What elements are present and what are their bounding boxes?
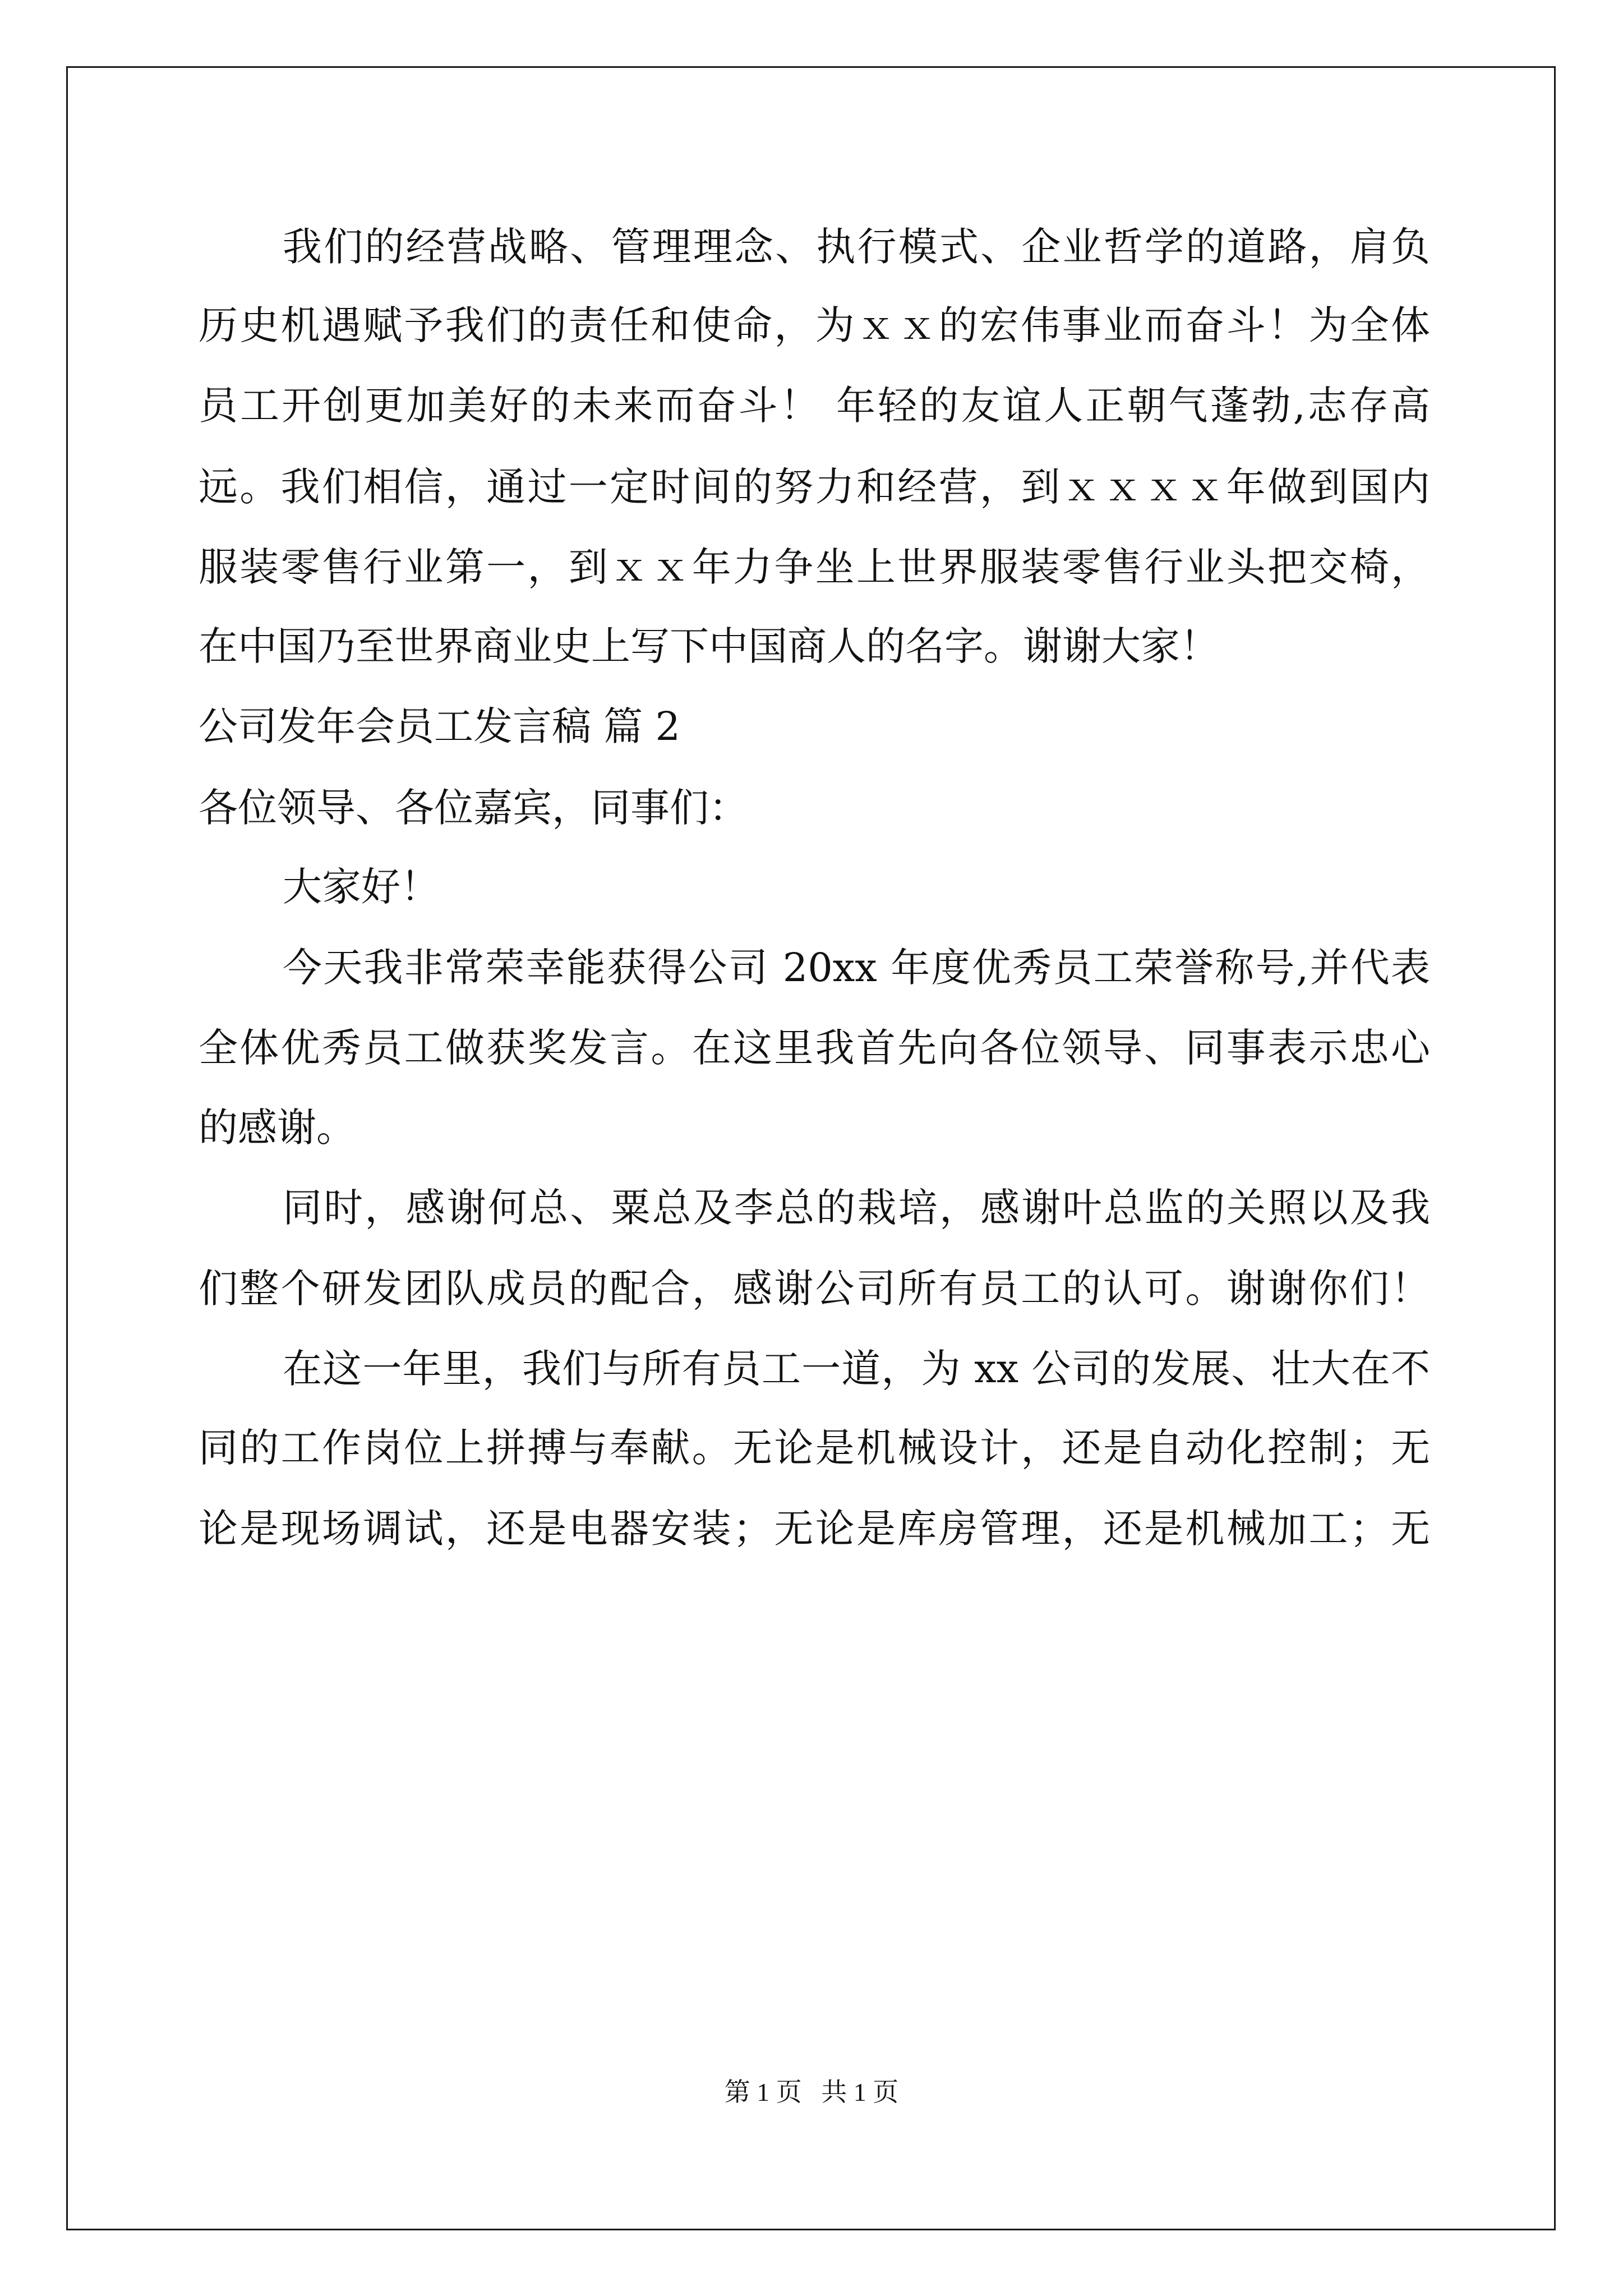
- text-line: 在中国乃至世界商业史上写下中国商人的名字。谢谢大家！: [199, 623, 1219, 669]
- text-line: 我们的经营战略、管理理念、执行模式、企业哲学的道路，肩负: [283, 224, 1430, 270]
- text-line: 员工开创更加美好的未来而奋斗！ 年轻的友谊人正朝气蓬勃,志存高: [199, 383, 1430, 429]
- text-line: 全体优秀员工做获奖发言。在这里我首先向各位领导、同事表示忠心: [199, 1025, 1430, 1071]
- text-line: 论是现场调试，还是电器安装；无论是库房管理，还是机械加工；无: [199, 1506, 1430, 1552]
- text-line: 们整个研发团队成员的配合，感谢公司所有员工的认可。谢谢你们！: [199, 1266, 1430, 1312]
- section-heading: 公司发年会员工发言稿 篇 2: [199, 703, 681, 749]
- page-number: 第 1 页: [724, 2078, 802, 2106]
- page-footer: [0, 2076, 1623, 2109]
- text-line: 在这一年里，我们与所有员工一道，为 xx 公司的发展、壮大在不: [283, 1346, 1430, 1392]
- text-line: 同的工作岗位上拼搏与奉献。无论是机械设计，还是自动化控制；无: [199, 1425, 1430, 1471]
- page-total: 共 1 页: [821, 2078, 899, 2106]
- text-line: 同时，感谢何总、粟总及李总的栽培，感谢叶总监的关照以及我: [283, 1185, 1430, 1231]
- greeting: 大家好！: [283, 864, 440, 910]
- text-line: 今天我非常荣幸能获得公司 20xx 年度优秀员工荣誉称号,并代表: [283, 945, 1430, 991]
- text-line: 服装零售行业第一，到ｘｘ年力争坐上世界服装零售行业头把交椅，: [199, 544, 1430, 590]
- text-line: 历史机遇赋予我们的责任和使命，为ｘｘ的宏伟事业而奋斗！为全体: [199, 302, 1430, 348]
- salutation: 各位领导、各位嘉宾，同事们：: [199, 785, 748, 831]
- text-line: 的感谢。: [199, 1105, 356, 1151]
- text-line: 远。我们相信，通过一定时间的努力和经营，到ｘｘｘｘ年做到国内: [199, 464, 1430, 510]
